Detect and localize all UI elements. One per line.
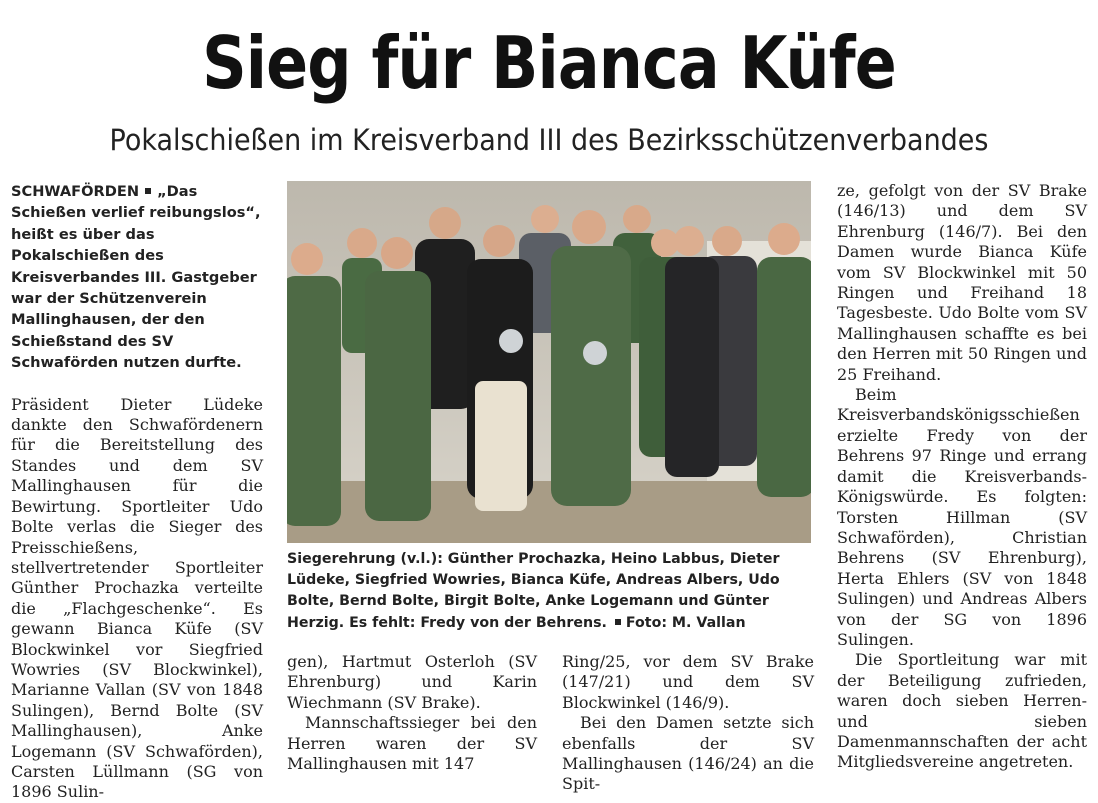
group-photo-image (287, 181, 811, 543)
column-4 (837, 181, 1087, 773)
lead-text: „Das Schießen verlief reibungslos“, heißt es über das Pokalschießen des Kreisverbandes III. Gastgeber war der Schützenverein Mallinghausen, der den Schießstand des SV Schwaförden nutzen durfte. (11, 183, 261, 372)
lead-place: SCHWAFÖRDEN (11, 183, 140, 200)
bullet-icon (615, 619, 621, 625)
caption-text: Siegerehrung (v.l.): Günther Prochazka, Heino Labbus, Dieter Lüdeke, Siegfried Wowries, Bianca Küfe, Andreas Albers, Udo Bolte, Bernd Bolte, Birgit Bolte, Anke Logemann und Günter Herzig. Es fehlt: Fredy von der Behrens. (287, 551, 780, 631)
subheadline: Pokalschießen im Kreisverband III des Bezirksschützenverbandes (109, 123, 989, 157)
body-paragraph: gen), Hartmut Osterloh (SV Ehrenburg) und Karin Wiechmann (SV Brake). (287, 652, 537, 712)
headline: Sieg für Bianca Küfe (202, 21, 896, 105)
lead-paragraph (11, 181, 263, 374)
body-paragraph: ze, gefolgt von der SV Brake (146/13) und dem SV Ehrenburg (146/7). Bei den Damen wurde Bianca Küfe vom SV Blockwinkel mit 50 Ringen und Freihand 18 Tagesbeste. Udo Bolte vom SV Mallinghausen schaffte es bei den Herren mit 50 Ringen und 25 Freihand. (837, 181, 1087, 384)
body-paragraph: Die Sportleitung war mit der Beteiligung zufrieden, waren doch sieben Herren- und sieben Damenmannschaften der acht Mitgliedsvereine angetreten. (837, 650, 1087, 772)
column-3 (562, 652, 814, 795)
column-2 (287, 652, 537, 774)
body-paragraph: Bei den Damen setzte sich ebenfalls der SV Mallinghausen (146/24) an die Spit- (562, 713, 814, 794)
caption-credit: Foto: M. Vallan (625, 614, 746, 631)
column-1 (11, 181, 263, 803)
bullet-icon (145, 188, 151, 194)
photo-caption (287, 549, 815, 634)
body-paragraph: Präsident Dieter Lüdeke dankte den Schwafördenern für die Bereitstellung des Standes und dem SV Mallinghausen für die Bewirtung. Sportleiter Udo Bolte verlas die Sieger des Preisschießens, stellvertretender Sportleiter Günther Prochazka verteilte die „Flachgeschenke“. Es gewann Bianca Küfe (SV Blockwinkel vor Siegfried Wowries (SV Blockwinkel), Marianne Vallan (SV von 1848 Sulingen), Bernd Bolte (SV Mallinghausen), Anke Logemann (SV Schwaförden), Carsten Lüllmann (SG von 1896 Sulin- (11, 394, 263, 802)
group-photo (287, 181, 811, 543)
body-paragraph: Beim Kreisverbandskönigsschießen erzielte Fredy von der Behrens 97 Ringe und errang damit die Kreisverbands-Königswürde. Es folgten: Torsten Hillman (SV Schwaförden), Christian Behrens (SV Ehrenburg), Herta Ehlers (SV von 1848 Sulingen) und Andreas Albers von der SG von 1896 Sulingen. (837, 385, 1087, 649)
body-paragraph: Ring/25, vor dem SV Brake (147/21) und dem SV Blockwinkel (146/9). (562, 652, 814, 712)
body-paragraph: Mannschaftssieger bei den Herren waren der SV Mallinghausen mit 147 (287, 713, 537, 774)
